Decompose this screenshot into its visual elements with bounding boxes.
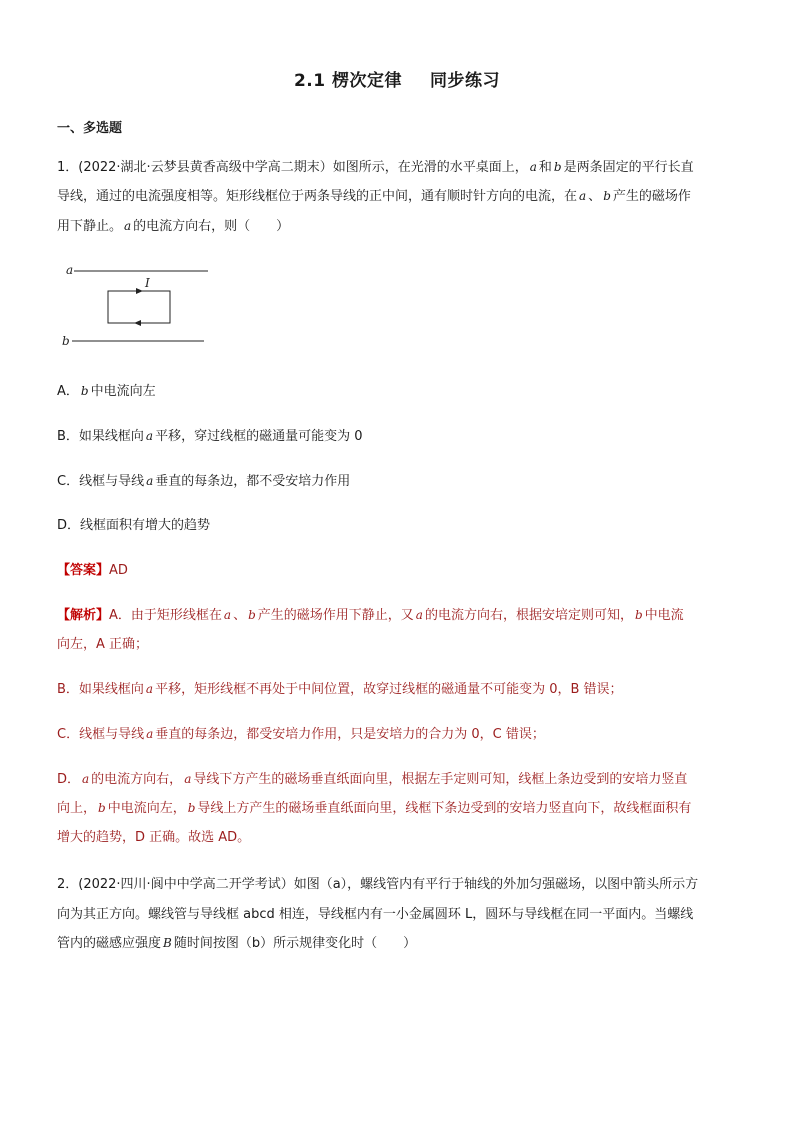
arrow-right-icon	[136, 288, 143, 294]
q1-analysis-line-4: C．线框与导线 a 垂直的每条边，都受安培力作用，只是安培力的合力为 0，C 错误；	[57, 727, 545, 742]
figure-label-a: a	[66, 263, 74, 277]
q1-analysis-line-2: 向左，A 正确；	[57, 637, 149, 652]
rect-frame	[108, 291, 170, 323]
q1-analysis-line-3: B．如果线框向 a 平移，矩形线框不再处于中间位置，故穿过线框的磁通量不可能变为 0，B 错误；	[57, 682, 623, 697]
q1-analysis-line-1: 【解析】A．由于矩形线框在 a 、 b 产生的磁场作用下静止，又 a 的电流方向右，根据安培定则可知， b 中电流	[57, 608, 684, 623]
q2-stem-line-2: 向为其正方向。螺线管与导线框 abcd 相连，导线框内有一小金属圆环 L，圆环与导线框在同一平面内。当螺线	[57, 907, 694, 922]
q1-stem-line-1: 1．(2022·湖北·云梦县黄香高级中学高二期末）如图所示，在光滑的水平桌面上， a 和 b 是两条固定的平行长直	[57, 160, 694, 175]
figure-label-current: I	[145, 276, 150, 290]
q1-option-b: B．如果线框向 a 平移，穿过线框的磁通量可能变为 0	[57, 429, 363, 444]
q1-option-c: C．线框与导线 a 垂直的每条边，都不受安培力作用	[57, 474, 351, 489]
page-title	[0, 66, 794, 91]
q1-option-a: A． b 中电流向左	[57, 384, 156, 399]
q1-analysis-line-7: 增大的趋势，D 正确。故选 AD。	[57, 830, 251, 845]
q1-option-d: D．线框面积有增大的趋势	[57, 518, 211, 533]
figure-label-b: b	[62, 334, 70, 348]
q1-answer: 【答案】AD	[57, 563, 128, 578]
q1-analysis-line-5: D． a 的电流方向右， a 导线下方产生的磁场垂直纸面向里，根据左手定则可知，线框上条边受到的安培力竖直	[57, 772, 688, 787]
q1-figure-wires-frame	[58, 258, 218, 350]
q1-stem-line-2: 导线，通过的电流强度相等。矩形线框位于两条导线的正中间，通有顺时针方向的电流，在 a 、 b 产生的磁场作	[57, 189, 691, 204]
q2-stem-line-3: 管内的磁感应强度 B 随时间按图（b）所示规律变化时（ ）	[57, 936, 417, 951]
title-sub: 同步练习	[430, 71, 501, 91]
section-heading: 一、多选题	[57, 121, 123, 136]
q1-analysis-line-6: 向上， b 中电流向左， b 导线上方产生的磁场垂直纸面向里，线框下条边受到的安培力竖直向下，故线框面积有	[57, 801, 692, 816]
arrow-left-icon	[134, 320, 141, 326]
q2-stem-line-1: 2．(2022·四川·阆中中学高二开学考试）如图（a），螺线管内有平行于轴线的外加匀强磁场，以图中箭头所示方	[57, 877, 699, 892]
q1-stem-line-3: 用下静止。 a 的电流方向右，则（ ）	[57, 219, 290, 234]
title-main: 2.1 楞次定律	[293, 71, 403, 91]
